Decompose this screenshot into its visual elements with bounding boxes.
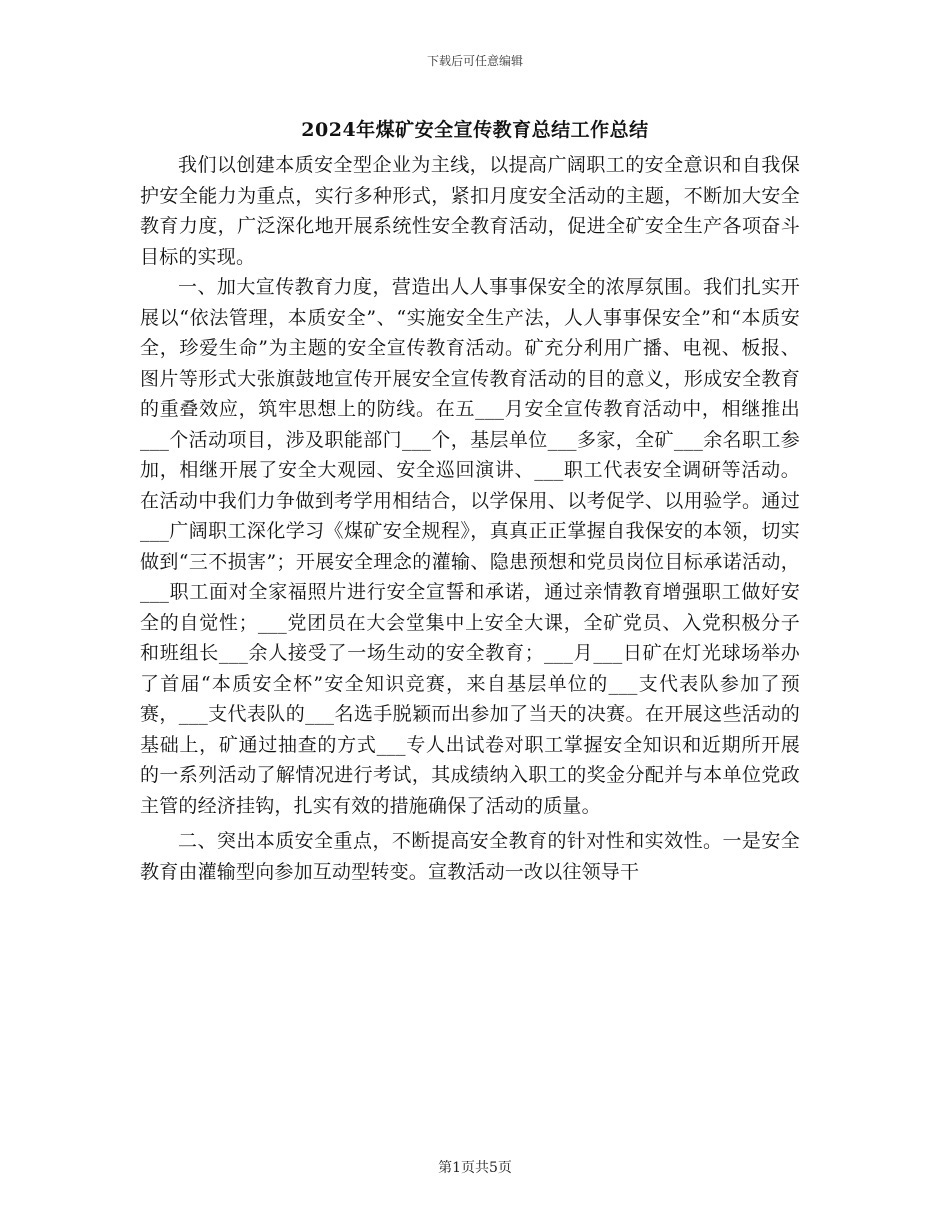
paragraph-section-one: 一、加大宣传教育力度，营造出人人事事保安全的浓厚氛围。我们扎实开展以“依法管理，本质安全”、“实施安全生产法，人人事事保安全”和“本质安全，珍爱生命”为主题的安全宣传教育活动。矿充分利用广播、电视、板报、图片等形式大张旗鼓地宣传开展安全宣传教育活动的目的意义，形成安全教育的重叠效应，筑牢思想上的防线。在五___月安全宣传教育活动中，相继推出___个活动项目，涉及职能部门___个，基层单位___多家，全矿___余名职工参加，相继开展了安全大观园、安全巡回演讲、___职工代表安全调研等活动。在活动中我们力争做到考学用相结合，以学保用、以考促学、以用验学。通过___广阔职工深化学习《煤矿安全规程》，真真正正掌握自我保安的本领，切实做到“三不损害”；开展安全理念的灌输、隐患预想和党员岗位目标承诺活动，___职工面对全家福照片进行安全宣誓和承诺，通过亲情教育增强职工做好安全的自觉性；___党团员在大会堂集中上安全大课，全矿党员、入党积极分子和班组长___余人接受了一场生动的安全教育；___月___日矿在灯光球场举办了首届“本质安全杯”安全知识竞赛，来自基层单位的___支代表队参加了预赛，___支代表队的___名选手脱颖而出参加了当天的决赛。在开展这些活动的基础上，矿通过抽查的方式___专人出试卷对职工掌握安全知识和近期所开展的一系列活动了解情况进行考试，其成绩纳入职工的奖金分配并与本单位党政主管的经济挂钩，扎实有效的措施确保了活动的质量。	[140, 276, 800, 817]
page-number: 第1页共5页	[438, 1160, 512, 1176]
document-title: 2024年煤矿安全宣传教育总结工作总结	[301, 119, 649, 141]
page-header-note: 下载后可任意编辑	[426, 54, 523, 68]
document-body	[140, 150, 800, 887]
paragraph-section-two: 二、突出本质安全重点，不断提高安全教育的针对性和实效性。一是安全教育由灌输型向参加互动型转变。宣教活动一改以往领导干	[140, 830, 800, 883]
paragraph-intro: 我们以创建本质安全型企业为主线，以提高广阔职工的安全意识和自我保护安全能力为重点，实行多种形式，紧扣月度安全活动的主题，不断加大安全教育力度，广泛深化地开展系统性安全教育活动，促进全矿安全生产各项奋斗目标的实现。	[140, 154, 800, 268]
